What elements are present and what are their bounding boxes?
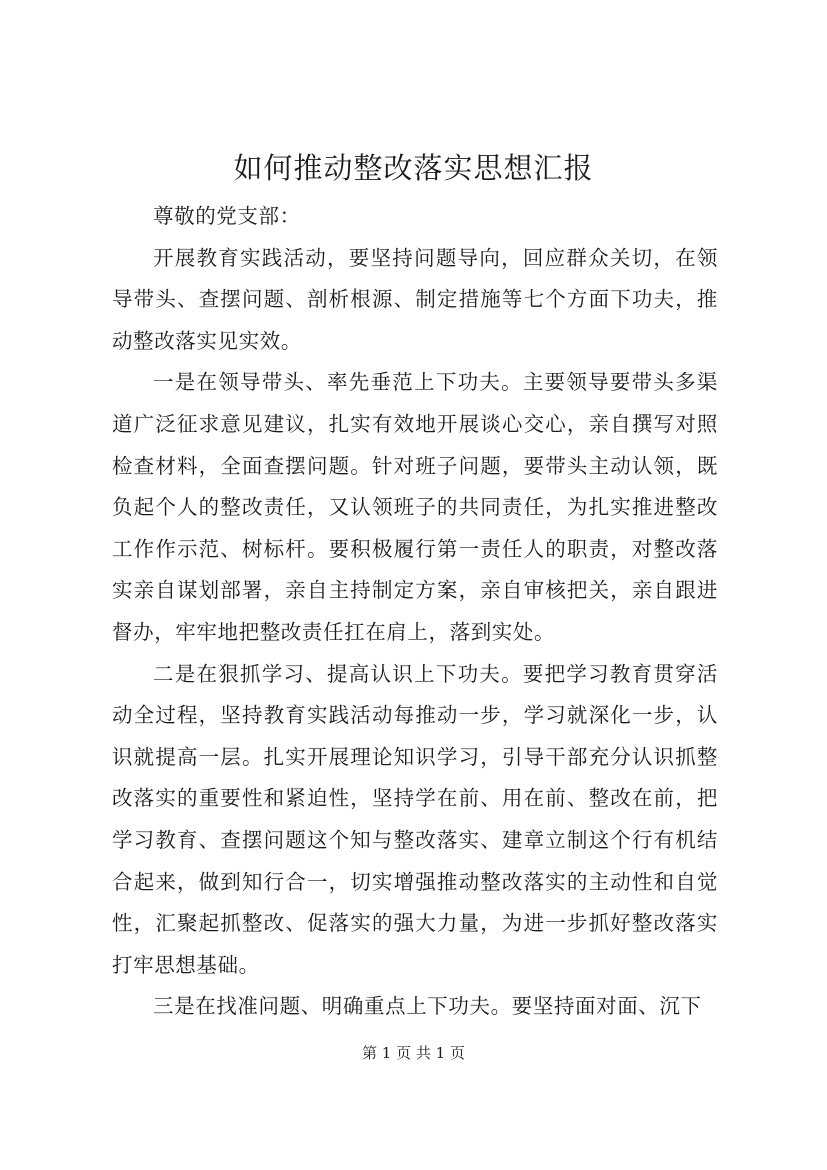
document-body [112, 196, 718, 1028]
page-footer: 第 1 页 共 1 页 [362, 1044, 465, 1062]
paragraph-point-3: 三是在找准问题、明确重点上下功夫。要坚持面对面、沉下 [153, 994, 702, 1019]
paragraph-point-2: 二是在狠抓学习、提高认识上下功夫。要把学习教育贯穿活动全过程，坚持教育实践活动每推动一步，学习就深化一步，认识就提高一层。扎实开展理论知识学习，引导干部充分认识抓整改落实的重要性和紧迫性，坚持学在前、用在前、整改在前，把学习教育、查摆问题这个知与整改落实、建章立制这个行有机结合起来，做到知行合一，切实增强推动整改落实的主动性和自觉性，汇聚起抓整改、促落实的强大力量，为进一步抓好整改落实打牢思想基础。 [112, 661, 718, 977]
document-title: 如何推动整改落实思想汇报 [233, 151, 594, 185]
paragraph-point-1: 一是在领导带头、率先垂范上下功夫。主要领导要带头多渠道广泛征求意见建议，扎实有效地开展谈心交心，亲自撰写对照检查材料，全面查摆问题。针对班子问题，要带头主动认领，既负起个人的整改责任，又认领班子的共同责任，为扎实推进整改工作作示范、树标杆。要积极履行第一责任人的职责，对整改落实亲自谋划部署，亲自主持制定方案，亲自审核把关，亲自跟进督办，牢牢地把整改责任扛在肩上，落到实处。 [112, 370, 718, 644]
salutation: 尊敬的党支部： [153, 204, 301, 228]
paragraph-intro: 开展教育实践活动，要坚持问题导向，回应群众关切，在领导带头、查摆问题、剖析根源、制定措施等七个方面下功夫，推动整改落实见实效。 [112, 245, 718, 353]
